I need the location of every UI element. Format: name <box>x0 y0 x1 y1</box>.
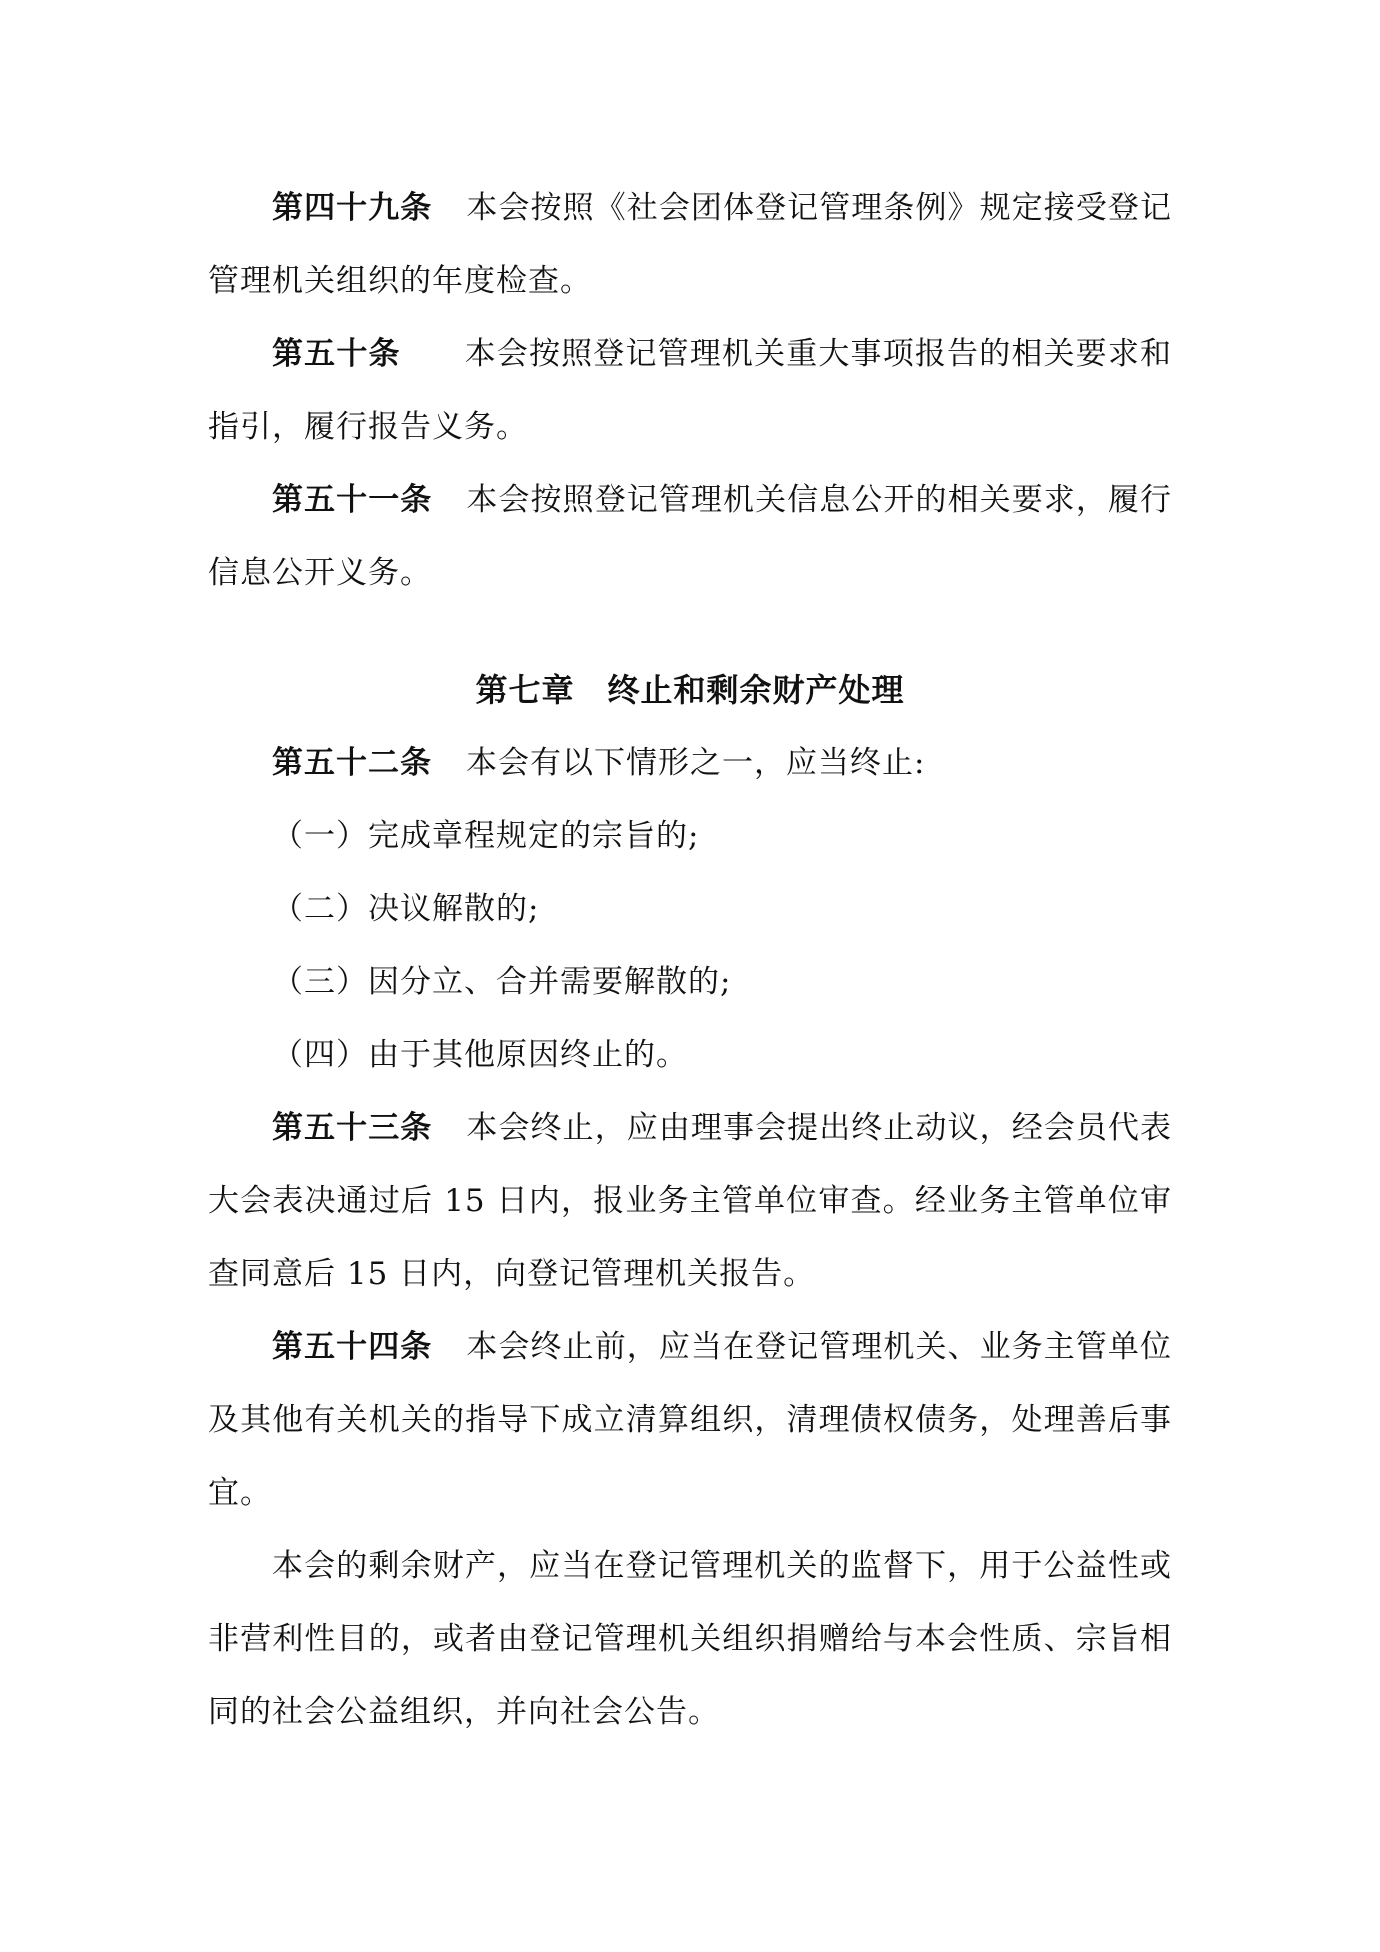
article-51 <box>208 464 1172 610</box>
list-item: （四）由于其他原因终止的。 <box>272 1037 688 1073</box>
article-number: 第五十四条 <box>272 1329 433 1365</box>
article-number: 第五十条 <box>272 336 401 372</box>
list-item: （二）决议解散的; <box>272 891 540 927</box>
article-number: 第五十三条 <box>272 1110 433 1146</box>
article-number: 第五十二条 <box>272 745 432 781</box>
article-54 <box>208 1311 1172 1530</box>
closing-paragraph: 本会的剩余财产，应当在登记管理机关的监督下，用于公益性或非营利性目的，或者由登记管理机关组织捐赠给与本会性质、宗旨相同的社会公益组织，并向社会公告。 <box>208 1548 1172 1730</box>
article-49 <box>208 172 1172 318</box>
article-text: 本会按照《社会团体登记管理条例》规定接受登记管理机关组织的年度检查。 <box>208 190 1173 299</box>
article-number: 第五十一条 <box>272 482 433 518</box>
article-text: 本会按照登记管理机关重大事项报告的相关要求和指引，履行报告义务。 <box>208 336 1172 445</box>
article-53 <box>208 1092 1172 1311</box>
article-50 <box>208 318 1172 464</box>
article-number: 第四十九条 <box>272 190 433 226</box>
article-text: 本会终止前，应当在登记管理机关、业务主管单位及其他有关机关的指导下成立清算组织，清理债权债务，处理善后事宜。 <box>208 1329 1173 1511</box>
article-52 <box>208 727 1172 800</box>
article-text: 本会按照登记管理机关信息公开的相关要求，履行信息公开义务。 <box>208 482 1173 591</box>
article-text: 本会终止，应由理事会提出终止动议，经会员代表大会表决通过后 15 日内，报业务主管单位审查。经业务主管单位审查同意后 15 日内，向登记管理机关报告。 <box>208 1110 1173 1292</box>
chapter-heading: 第七章 终止和剩余财产处理 <box>475 671 905 709</box>
list-item: （三）因分立、合并需要解散的; <box>272 964 732 1000</box>
list-item: （一）完成章程规定的宗旨的; <box>272 818 700 854</box>
article-text: 本会有以下情形之一，应当终止: <box>466 745 926 781</box>
document-body <box>208 172 1172 1749</box>
